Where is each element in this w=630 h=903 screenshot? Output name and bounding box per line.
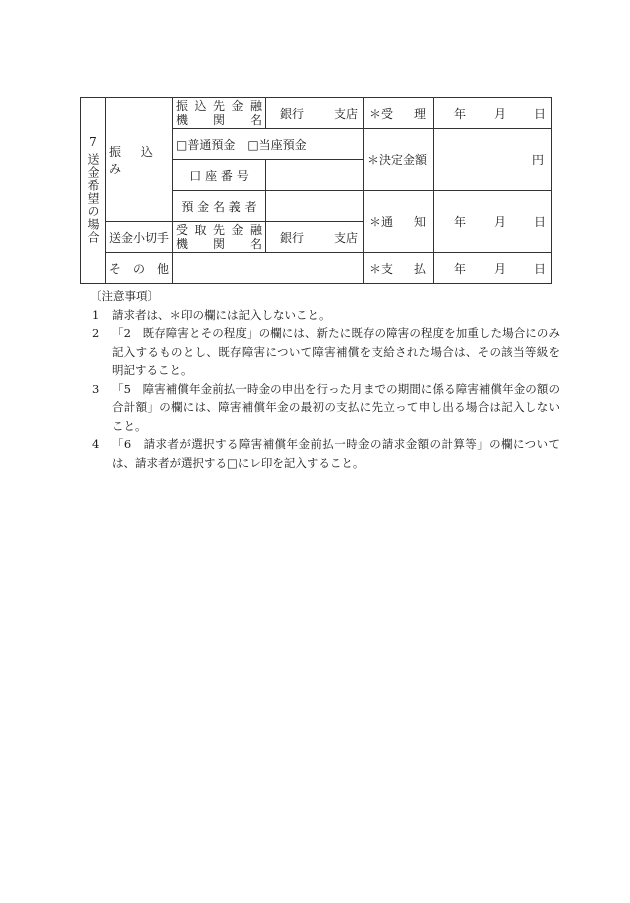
note-item: 3 「5 障害補償年金前払一時金の申出を行った月までの期間に係る障害補償年金の額の合計額」の欄には、障害補償年金の最初の支払に先立って申し出る場合は記入しないこと。 [92, 381, 560, 433]
section-number: 7 [89, 134, 97, 149]
section-7-header [81, 98, 106, 284]
note-item: 1 請求者は、＊印の欄には記入しないこと。 [92, 307, 331, 322]
notes-section [90, 287, 560, 472]
furikomi-label: 振 込 み [106, 98, 173, 222]
note-item: 2 「2 既存障害とその程度」の欄には、新たに既存の障害の程度を加重した場合にのみ記入するものとし、既存障害について障害補償を支給された場合は、その該当等級を明記すること。 [92, 326, 560, 377]
account-number-label: 口 座 番 号 [173, 160, 266, 191]
furikomi-bank-field[interactable]: 銀行 支店 [266, 98, 364, 129]
kettei-label: ＊決定金額 [364, 129, 434, 191]
note-item: 4 「6 請求者が選択する障害補償年金前払一時金の請求金額の計算等」の欄については、請求者が選択する□にレ印を記入すること。 [92, 437, 560, 470]
remittance-table [80, 97, 552, 284]
tsuchi-label: ＊通 知 [364, 191, 434, 253]
furikomi-bank-label: 振込先金融 機 関 名 [173, 98, 266, 129]
account-number-field[interactable] [266, 160, 364, 191]
section-title: 送金希望の場合 [86, 152, 100, 244]
juri-date-field[interactable]: 年 月 日 [434, 98, 552, 129]
notes-heading: 〔注意事項〕 [90, 289, 159, 303]
account-name-label: 預 金 名 義 者 [173, 191, 266, 222]
tsuchi-date-field[interactable]: 年 月 日 [434, 191, 552, 253]
account-name-field[interactable] [266, 191, 364, 222]
uketori-bank-label: 受 取 先 金 融 機 関 名 [173, 222, 266, 253]
shiharai-date-field[interactable]: 年 月 日 [434, 253, 552, 284]
sonota-field[interactable] [173, 253, 364, 284]
deposit-type-options[interactable]: □普通預金 □当座預金 [173, 129, 364, 160]
uketori-bank-field[interactable]: 銀行 支店 [266, 222, 364, 253]
kettei-amount-field[interactable]: 円 [434, 129, 552, 191]
sonota-label: そ の 他 [106, 253, 173, 284]
kogitte-label: 送金小切手 [106, 222, 173, 253]
shiharai-label: ＊支 払 [364, 253, 434, 284]
juri-label: ＊受 理 [364, 98, 434, 129]
